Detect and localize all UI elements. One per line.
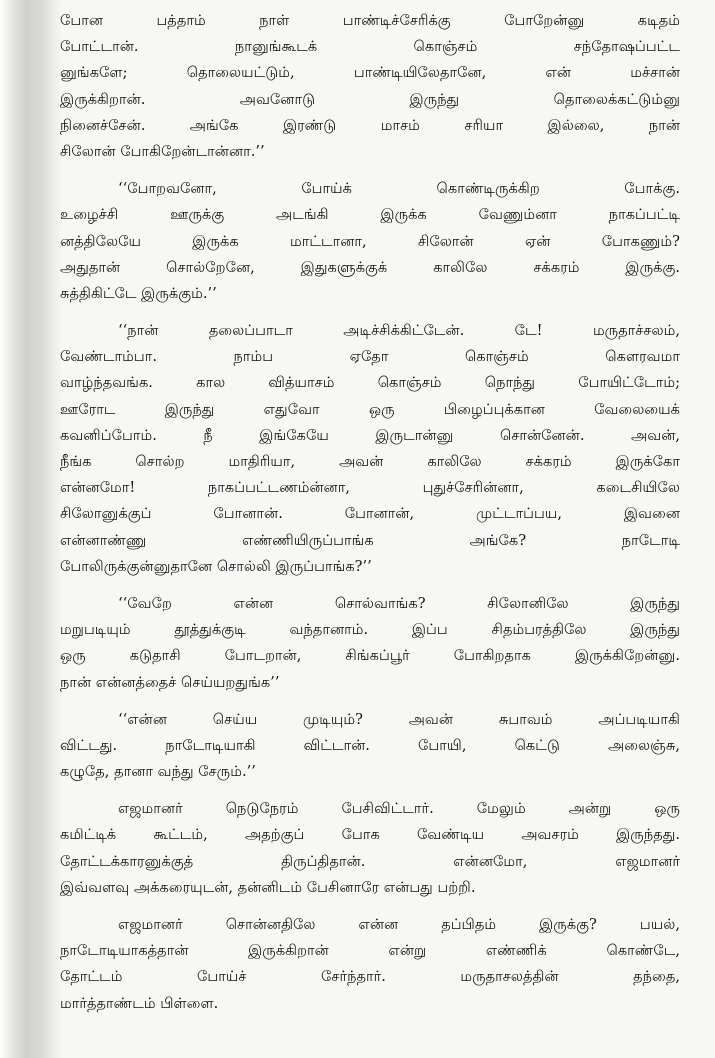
- text-line: எஜமானர் சொன்னதிலே என்ன தப்பிதம் இருக்கு? பயல்,: [118, 916, 680, 933]
- body-text: [60, 8, 680, 1028]
- text-line: இவ்வளவு அக்கரையுடன், தன்னிடம் பேசினாரே என்பது பற்றி.: [60, 878, 476, 896]
- text-line: னுங்களே; தொலையட்டும், பாண்டியிலேதானே, என் மச்சான்: [60, 64, 680, 82]
- text-line: வேண்டாம்பா. நாம்ப ஏதோ கொஞ்சம் கௌரவமா: [60, 348, 680, 366]
- text-line: மார்த்தாண்டம் பிள்ளை.: [60, 994, 219, 1012]
- text-line: ‘‘நான் தலைப்பாடா அடிச்சிக்கிட்டேன். டே! மருதாச்சலம்,: [118, 322, 680, 340]
- paragraph-1: [60, 8, 680, 165]
- text-line: எஜமானர் நெடுநேரம் பேசிவிட்டார். மேலும் அன்று ஒரு: [118, 800, 680, 818]
- text-line: போட்டான். நானுங்கூடக் கொஞ்சம் சந்தோஷப்பட்ட: [60, 38, 680, 56]
- text-line: நான் என்னத்தைச் செய்யறதுங்க’’: [60, 673, 280, 691]
- text-line: கமிட்டிக் கூட்டம், அதற்குப் போக வேண்டிய அவசரம் இருந்தது.: [60, 826, 680, 844]
- text-line: சிலோன் போகிறேன்டான்னா.’’: [60, 142, 265, 160]
- paragraph-4: [60, 591, 680, 696]
- text-line: வாழ்ந்தவங்க. கால வித்யாசம் கொஞ்சம் நொந்து போயிட்டோம்;: [60, 374, 680, 392]
- paragraph-2: [60, 176, 680, 307]
- text-line: போன பத்தாம் நாள் பாண்டிச்சேரிக்கு போறேன்னு கடிதம்: [60, 12, 680, 29]
- text-line: போலிருக்குன்னுதானே சொல்லி இருப்பாங்க?’’: [60, 557, 372, 575]
- text-line: ‘‘என்ன செய்ய முடியும்? அவன் சுபாவம் அப்படியாகி: [118, 710, 680, 728]
- text-line: தோட்டம் போய்ச் சேர்ந்தார். மருதாசலத்தின் தந்தை,: [60, 968, 680, 986]
- text-line: சுத்திகிட்டே இருக்கும்.’’: [60, 284, 217, 302]
- text-line: உழைச்சி ஊருக்கு அடங்கி இருக்க வேணும்னா நாகப்பட்டி: [60, 206, 680, 224]
- text-line: மறுபடியும் தூத்துக்குடி வந்தானாம். இப்ப சிதம்பரத்திலே இருந்து: [60, 621, 680, 639]
- binding-gutter-shadow: [0, 0, 62, 1058]
- text-line: நீங்க சொல்ற மாதிரியா, அவன் காலிலே சக்கரம் இருக்கோ: [60, 453, 680, 470]
- text-line: விட்டது. நாடோடியாகி விட்டான். போயி, கெட்டு அலைஞ்சு,: [60, 736, 680, 754]
- text-line: என்னமோ! நாகப்பட்டணம்ன்னா, புதுச்சேரின்னா, கடைசியிலே: [60, 479, 680, 497]
- paragraph-5: [60, 707, 680, 786]
- text-line: ஊரோட இருந்து எதுவோ ஒரு பிழைப்புக்கான வேலையைக்: [60, 400, 680, 418]
- paragraph-3: [60, 318, 680, 580]
- text-line: னத்திலேயே இருக்க மாட்டானா, சிலோன் ஏன் போகணும்?: [60, 232, 680, 250]
- text-line: நாடோடியாகத்தான் இருக்கிறான் என்று எண்ணிக் கொண்டே,: [60, 942, 680, 960]
- text-line: ஒரு கடுதாசி போடறான், சிங்கப்பூர் போகிறதாக இருக்கிறேன்னு.: [60, 647, 680, 665]
- paragraph-6: [60, 796, 680, 901]
- text-line: கழுதே, தானா வந்து சேரும்.’’: [60, 763, 256, 781]
- text-line: ‘‘வேறே என்ன சொல்வாங்க? சிலோனிலே இருந்து: [118, 594, 680, 612]
- text-line: இருக்கிறான். அவனோடு இருந்து தொலைக்கட்டும்னு: [60, 90, 680, 108]
- text-line: ‘‘போறவனோ, போய்க் கொண்டிருக்கிற போக்கு.: [118, 180, 680, 198]
- text-line: நினைச்சேன். அங்கே இரண்டு மாசம் சரியா இல்லை, நான்: [60, 116, 680, 134]
- text-line: என்னாண்ணு எண்ணியிருப்பாங்க அங்கே? நாடோடி: [60, 531, 680, 549]
- text-line: சிலோனுக்குப் போனான். போனான், முட்டாப்பய, இவனை: [60, 505, 680, 523]
- text-line: தோட்டக்காரனுக்குத் திருப்திதான். என்னமோ, எஜமானர்: [60, 852, 680, 870]
- text-line: கவனிப்போம். நீ இங்கேயே இருடான்னு சொன்னேன். அவன்,: [60, 426, 680, 444]
- text-line: அதுதான் சொல்றேனே, இதுகளுக்குக் காலிலே சக்கரம் இருக்கு.: [60, 258, 680, 276]
- paragraph-7: [60, 912, 680, 1017]
